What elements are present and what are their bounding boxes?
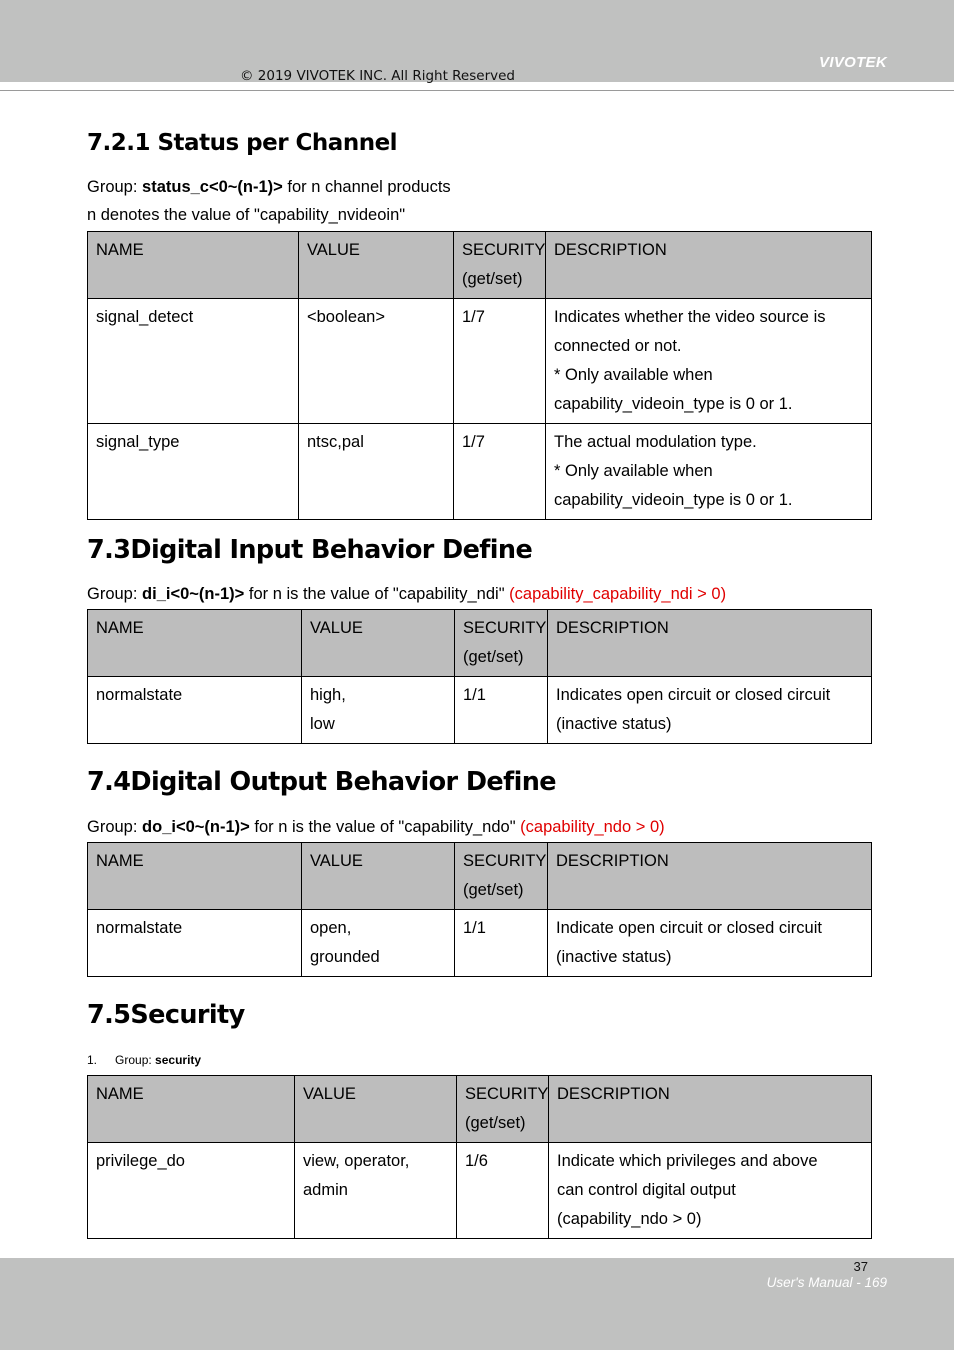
table-row (88, 677, 872, 744)
cell-security: 1/1 (455, 677, 548, 744)
cell-name: normalstate (88, 910, 302, 977)
page-number: 37 (853, 1259, 868, 1274)
value-line: open, (310, 919, 352, 937)
description-line: Indicate open circuit or closed circuit (556, 919, 822, 937)
col-value-header: VALUE (299, 232, 454, 299)
value-line: low (310, 715, 335, 733)
description-line: * Only available when (554, 462, 713, 480)
group-condition: (capability_capability_ndi > 0) (509, 585, 727, 603)
group-prefix: Group: (115, 1053, 156, 1067)
security-header-line1: SECURITY (462, 241, 546, 259)
cell-name: normalstate (88, 677, 302, 744)
group-prefix: Group: (87, 818, 143, 836)
section-title-7-4: 7.4Digital Output Behavior Define (87, 767, 556, 797)
col-security-header (457, 1076, 549, 1143)
description-line: can control digital output (557, 1181, 736, 1199)
table-row (88, 910, 872, 977)
section-title-7-5: 7.5Security (87, 1000, 245, 1030)
group-line-do (87, 818, 665, 837)
description-line: connected or not. (554, 337, 682, 355)
description-line: Indicates whether the video source is (554, 308, 826, 326)
cell-description (549, 1143, 872, 1239)
table-digital-input (87, 609, 872, 744)
footer-band (0, 1258, 954, 1350)
col-security-header (454, 232, 546, 299)
description-line: The actual modulation type. (554, 433, 757, 451)
security-header-line2: (get/set) (462, 270, 523, 288)
value-line: admin (303, 1181, 348, 1199)
col-security-header (455, 843, 548, 910)
cell-value: ntsc,pal (299, 424, 454, 520)
description-line: * Only available when (554, 366, 713, 384)
col-name-header: NAME (88, 610, 302, 677)
table-row (88, 299, 872, 424)
description-line: Indicate which privileges and above (557, 1152, 818, 1170)
table-header-row (88, 232, 872, 299)
cell-security: 1/6 (457, 1143, 549, 1239)
security-header-line1: SECURITY (463, 852, 547, 870)
col-security-header (455, 610, 548, 677)
col-description-header: DESCRIPTION (549, 1076, 872, 1143)
group-suffix: for n is the value of "capability_ndi" (244, 585, 510, 603)
security-header-line2: (get/set) (463, 881, 524, 899)
col-description-header: DESCRIPTION (546, 232, 872, 299)
cell-description (548, 910, 872, 977)
group-name: di_i<0~(n-1)> (142, 585, 245, 603)
value-line: grounded (310, 948, 380, 966)
group-prefix: Group: (87, 585, 143, 603)
description-line: (inactive status) (556, 715, 672, 733)
cell-description (548, 677, 872, 744)
table-digital-output (87, 842, 872, 977)
group-line-security (87, 1053, 201, 1067)
value-line: view, operator, (303, 1152, 410, 1170)
col-description-header: DESCRIPTION (548, 843, 872, 910)
cell-security: 1/7 (454, 424, 546, 520)
description-line: Indicates open circuit or closed circuit (556, 686, 831, 704)
cell-name: signal_type (88, 424, 299, 520)
group-prefix: Group: (87, 178, 143, 196)
description-line: capability_videoin_type is 0 or 1. (554, 395, 793, 413)
section-title-7-2-1: 7.2.1 Status per Channel (87, 130, 398, 156)
security-header-line2: (get/set) (463, 648, 524, 666)
col-name-header: NAME (88, 232, 299, 299)
security-header-line1: SECURITY (463, 619, 547, 637)
value-line: high, (310, 686, 346, 704)
col-name-header: NAME (88, 843, 302, 910)
cell-security: 1/1 (455, 910, 548, 977)
group-suffix: for n channel products (282, 178, 451, 196)
manual-page-label: User's Manual - 169 (766, 1275, 887, 1290)
table-header-row (88, 610, 872, 677)
col-value-header: VALUE (302, 843, 455, 910)
description-line: (inactive status) (556, 948, 672, 966)
cell-value (302, 677, 455, 744)
table-row (88, 424, 872, 520)
copyright-text: © 2019 VIVOTEK INC. All Right Reserved (240, 68, 515, 84)
group-line-status (87, 178, 451, 197)
description-line: (capability_ndo > 0) (557, 1210, 702, 1228)
section-title-7-3: 7.3Digital Input Behavior Define (87, 535, 533, 565)
table-row (88, 1143, 872, 1239)
col-description-header: DESCRIPTION (548, 610, 872, 677)
group-name: security (155, 1053, 202, 1067)
cell-description (546, 424, 872, 520)
table-header-row (88, 843, 872, 910)
group-line-di (87, 585, 726, 604)
security-header-line2: (get/set) (465, 1114, 526, 1132)
table-status (87, 231, 872, 520)
table-header-row (88, 1076, 872, 1143)
col-name-header: NAME (88, 1076, 295, 1143)
list-number: 1. (87, 1053, 98, 1067)
group-suffix: for n is the value of "capability_ndo" (249, 818, 521, 836)
cell-value (302, 910, 455, 977)
cell-name: signal_detect (88, 299, 299, 424)
cell-description (546, 299, 872, 424)
cell-name: privilege_do (88, 1143, 295, 1239)
security-header-line1: SECURITY (465, 1085, 549, 1103)
group-condition: (capability_ndo > 0) (520, 818, 665, 836)
table-security (87, 1075, 872, 1239)
cell-value: <boolean> (299, 299, 454, 424)
group-name: status_c<0~(n-1)> (142, 178, 283, 196)
group-name: do_i<0~(n-1)> (142, 818, 250, 836)
col-value-header: VALUE (302, 610, 455, 677)
cell-value (295, 1143, 457, 1239)
cell-security: 1/7 (454, 299, 546, 424)
header-divider (0, 90, 954, 91)
col-value-header: VALUE (295, 1076, 457, 1143)
description-line: capability_videoin_type is 0 or 1. (554, 491, 793, 509)
brand-logo: VIVOTEK (819, 54, 887, 71)
group-note: n denotes the value of "capability_nvideoin" (87, 206, 406, 224)
